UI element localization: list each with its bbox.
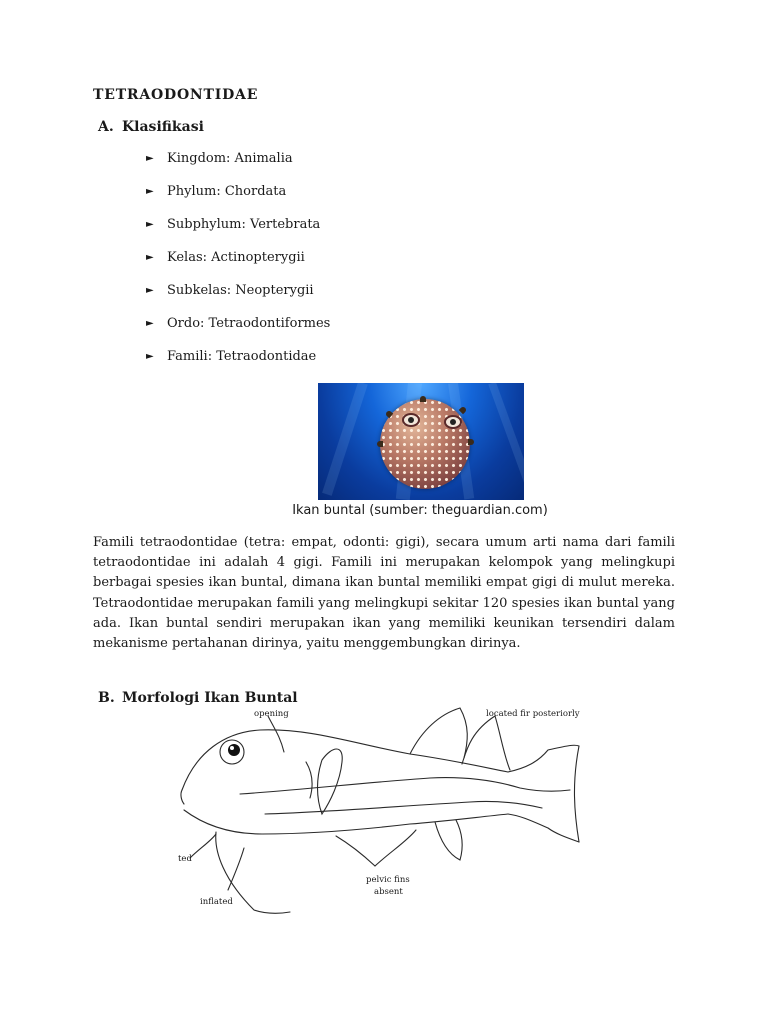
pufferfish-photo <box>318 383 524 500</box>
label-inflated: inflated <box>200 897 233 907</box>
triangle-bullet-icon: ► <box>146 351 154 362</box>
list-item-text: Subkelas: Neopterygii <box>167 283 314 298</box>
dorsal-outline <box>182 730 508 790</box>
dorsal-fin <box>410 708 467 758</box>
list-item-text: Kelas: Actinopterygii <box>167 250 305 265</box>
ventral-outline <box>184 810 508 834</box>
list-item-text: Subphylum: Vertebrata <box>167 217 321 232</box>
list-item-text: Phylum: Chordata <box>167 184 287 199</box>
photo-caption: Ikan buntal (sumber: theguardian.com) <box>292 503 548 518</box>
document-title: TETRAODONTIDAE <box>93 87 259 103</box>
list-item-text: Ordo: Tetraodontiformes <box>167 316 331 331</box>
list-item <box>146 349 330 382</box>
triangle-bullet-icon: ► <box>146 153 154 164</box>
triangle-bullet-icon: ► <box>146 219 154 230</box>
list-item <box>146 184 330 217</box>
gill-opening <box>306 762 312 798</box>
fish-eye-icon <box>402 413 420 427</box>
list-item <box>146 250 330 283</box>
list-item <box>146 151 330 184</box>
section-a-number: A. <box>98 119 114 135</box>
tail-upper <box>508 745 579 772</box>
triangle-bullet-icon: ► <box>146 285 154 296</box>
triangle-bullet-icon: ► <box>146 318 154 329</box>
pufferfish-morphology-diagram <box>170 702 610 914</box>
pectoral-fin <box>318 749 343 814</box>
label-located-posteriorly: located fir posteriorly <box>486 709 580 719</box>
list-item <box>146 316 330 349</box>
lateral-line <box>240 778 570 794</box>
section-a-title: Klasifikasi <box>122 119 204 135</box>
triangle-bullet-icon: ► <box>146 252 154 263</box>
list-item <box>146 283 330 316</box>
list-item-text: Famili: Tetraodontidae <box>167 349 317 364</box>
caudal-fin <box>574 746 579 842</box>
inflated-pufferfish <box>380 399 470 489</box>
fish-eye-icon <box>444 415 462 429</box>
label-ted: ted <box>178 854 192 864</box>
label-absent: absent <box>374 887 403 897</box>
classification-list <box>146 151 330 382</box>
list-item-text: Kingdom: Animalia <box>167 151 293 166</box>
list-item <box>146 217 330 250</box>
section-b-title: Morfologi Ikan Buntal <box>122 690 298 706</box>
anal-fin <box>435 820 462 860</box>
section-a-heading <box>98 119 204 135</box>
description-paragraph: Famili tetraodontidae (tetra: empat, odonti: gigi), secara umum arti nama dari famili tetraodontidae ini adalah 4 gigi. Famili ini merupakan kelompok yang melingkupi berbagai spesies ikan buntal, dimana ikan buntal memiliki empat gigi di mulut mereka. Tetraodontidae merupakan famili yang melingkupi sekitar 120 spesies ikan buntal yang ada. Ikan buntal sendiri merupakan ikan yang memiliki keunikan tersendiri dalam mekanisme pertahanan dirinya, yaitu menggembungkan dirinya. <box>93 535 675 652</box>
triangle-bullet-icon: ► <box>146 186 154 197</box>
section-b-number: B. <box>98 690 115 706</box>
label-opening: opening <box>254 709 289 719</box>
tail-lower <box>508 814 579 842</box>
label-pelvic-fins: pelvic fins <box>366 875 410 885</box>
